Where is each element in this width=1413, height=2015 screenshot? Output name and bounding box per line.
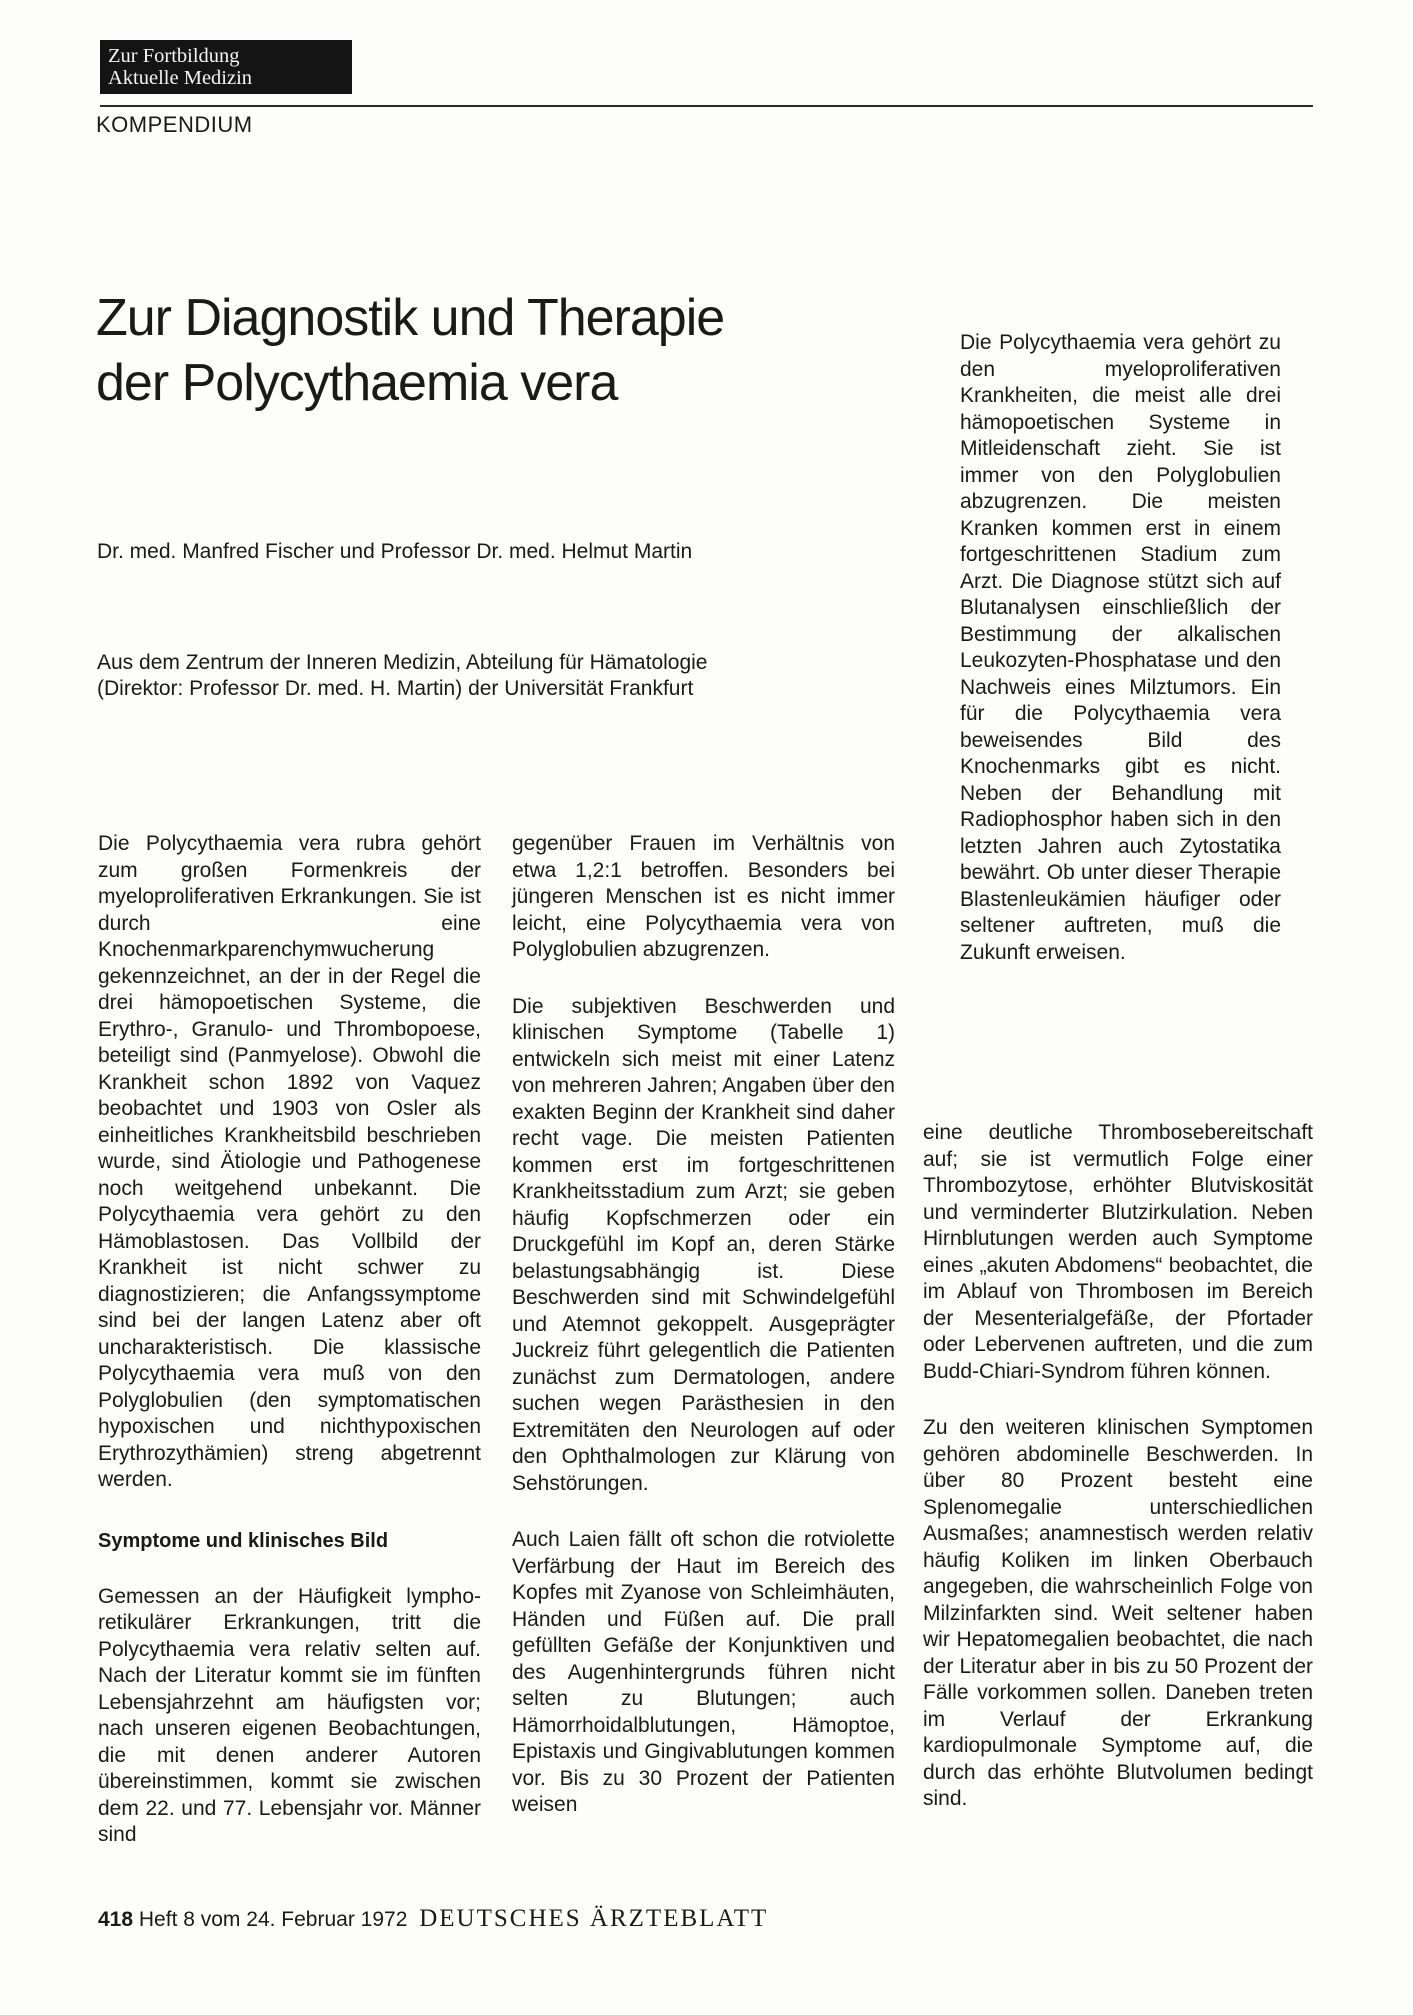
section-label-line1: Zur Fortbildung <box>108 45 240 67</box>
journal-name: DEUTSCHES ÄRZTEBLATT <box>419 1905 769 1932</box>
article-title <box>96 286 896 416</box>
section-heading: Symptome und klinisches Bild <box>98 1529 389 1552</box>
section-label-line2: Aktuelle Medizin <box>108 67 253 89</box>
paragraph-thrombosis: eine deutliche Thrombosebereitschaft auf; sie ist vermutlich Folge einer Thrombozytose, erhöhter Blutviskosität und verminderter Blutzirkulation. Neben Hirnblutungen werden auch Symptome eines „akuten Abdomens“ beobachtet, die im Ablauf von Thrombosen im Bereich der Mesenterialgefäße, der Pfortader oder Lebervenen auftreten, und die zum Budd-Chiari-Syndrom führen können. <box>923 1121 1313 1383</box>
paragraph-skin: Auch Laien fällt oft schon die rotviolette Verfärbung der Haut im Bereich des Kopfes mit Zyanose von Schleimhäuten, Händen und Füßen auf. Die prall gefüllten Gefäße der Konjunktiven und des Augenhintergrunds führen nicht selten zu Blutungen; auch Hämorrhoidalblutungen, Hämoptoe, Epistaxis und Gingivablutungen kommen vor. Bis zu 30 Prozent der Patienten weisen <box>512 1528 895 1816</box>
affiliation <box>97 650 708 702</box>
title-line-2: der Polycythaemia vera <box>96 354 618 412</box>
issue-info: Heft 8 vom 24. Februar 1972 <box>138 1908 408 1931</box>
abstract <box>960 330 1281 966</box>
section-label <box>100 40 352 94</box>
title-line-1: Zur Diagnostik und Therapie <box>96 289 725 347</box>
page-footer <box>98 1905 768 1933</box>
abstract-text: Die Polycythaemia vera gehört zu den myeloproliferativen Krankheiten, die meist alle drei hämopoetischen Systeme in Mitleidenschaft zieht. Sie ist immer von den Polyglobulien abzugrenzen. Die meisten Kranken kommen erst in einem fortgeschrittenen Stadium zum Arzt. Die Diagnose stützt sich auf Blutanalysen einschließlich der Bestimmung der alkalischen Leukozyten-Phosphatase und den Nachweis eines Milztumors. Ein für die Polycythaemia vera beweisendes Bild des Knochenmarks gibt es nicht. Neben der Behandlung mit Radiophosphor haben sich in den letzten Jahren auch Zytostatika bewährt. Ob unter dieser Therapie Blastenleukämien häufiger oder seltener auftreten, muß die Zukunft erweisen. <box>960 331 1281 964</box>
paragraph-gender-ratio: gegenüber Frauen im Verhältnis von etwa 1,2:1 betroffen. Besonders bei jüngeren Menschen ist es nicht immer leicht, eine Polycythaemia vera von Polyglobulien abzugrenzen. <box>512 832 895 961</box>
category-label: KOMPENDIUM <box>96 112 253 137</box>
affiliation-line-1: Aus dem Zentrum der Inneren Medizin, Abteilung für Hämatologie <box>97 651 708 674</box>
column-2 <box>512 831 895 1819</box>
author-line: Dr. med. Manfred Fischer und Professor Dr. med. Helmut Martin <box>97 540 693 563</box>
affiliation-line-2: (Direktor: Professor Dr. med. H. Martin) der Universität Frankfurt <box>97 677 694 700</box>
column-3 <box>923 1120 1313 1813</box>
header-rule <box>100 105 1313 107</box>
column-1 <box>98 831 481 1849</box>
paragraph-symptoms: Die subjektiven Beschwerden und klinischen Symptome (Tabelle 1) entwickeln sich meist mit einer Latenz von mehreren Jahren; Angaben über den exakten Beginn der Krankheit sind daher recht vage. Die meisten Patienten kommen erst im fortgeschrittenen Krankheitsstadium zum Arzt; sie geben häufig Kopfschmerzen oder ein Druckgefühl im Kopf an, deren Stärke belastungsabhängig ist. Diese Beschwerden sind mit Schwindelgefühl und Atemnot gekoppelt. Ausgeprägter Juckreiz führt gelegentlich die Patienten zunächst zum Dermatologen, andere suchen wegen Parästhesien in den Extremitäten den Neurologen auf oder den Ophthalmologen zur Klärung von Sehstörungen. <box>512 994 895 1495</box>
paragraph-frequency: Gemessen an der Häufigkeit lympho-retikulärer Erkrankungen, tritt die Polycythaemia vera relativ selten auf. Nach der Literatur kommt sie im fünften Lebensjahrzehnt am häufigsten vor; nach unseren eigenen Beobachtungen, die mit denen anderer Autoren übereinstimmen, kommt sie zwischen dem 22. und 77. Lebensjahr vor. Männer sind <box>98 1584 481 1846</box>
paragraph-abdominal: Zu den weiteren klinischen Symptomen gehören abdominelle Beschwerden. In über 80 Prozent besteht eine Splenomegalie unterschiedlichen Ausmaßes; anamnestisch werden relativ häufig Koliken im linken Oberbauch angegeben, die wahrscheinlich Folge von Milzinfarkten sind. Weit seltener haben wir Hepatomegalien beobachtet, die nach der Literatur aber in bis zu 50 Prozent der Fälle vorkommen sollen. Daneben treten im Verlauf der Erkrankung kardiopulmonale Symptome auf, die durch das erhöhte Blutvolumen bedingt sind. <box>923 1416 1313 1810</box>
paragraph-intro: Die Polycythaemia vera rubra gehört zum großen Formenkreis der myeloproliferativen Erkrankungen. Sie ist durch eine Knochenmarkparenchymwucherung gekennzeichnet, an der in der Regel die drei hämopoetischen Systeme, die Erythro-, Granulo- und Thrombopoese, beteiligt sind (Panmyelose). Obwohl die Krankheit schon 1892 von Vaquez beobachtet und 1903 von Osler als einheitliches Krankheitsbild beschrieben wurde, sind Ätiologie und Pathogenese noch weitgehend unbekannt. Die Polycythaemia vera gehört zu den Hämoblastosen. Das Vollbild der Krankheit ist nicht schwer zu diagnostizieren; die Anfangssymptome sind bei der langen Latenz aber oft uncharakteristisch. Die klassische Polycythaemia vera muß von den Polyglobulien (den symptomatischen hypoxischen und nichthypoxischen Erythrozythämien) streng abgetrennt werden. <box>98 832 481 1491</box>
page-number: 418 <box>98 1908 134 1931</box>
